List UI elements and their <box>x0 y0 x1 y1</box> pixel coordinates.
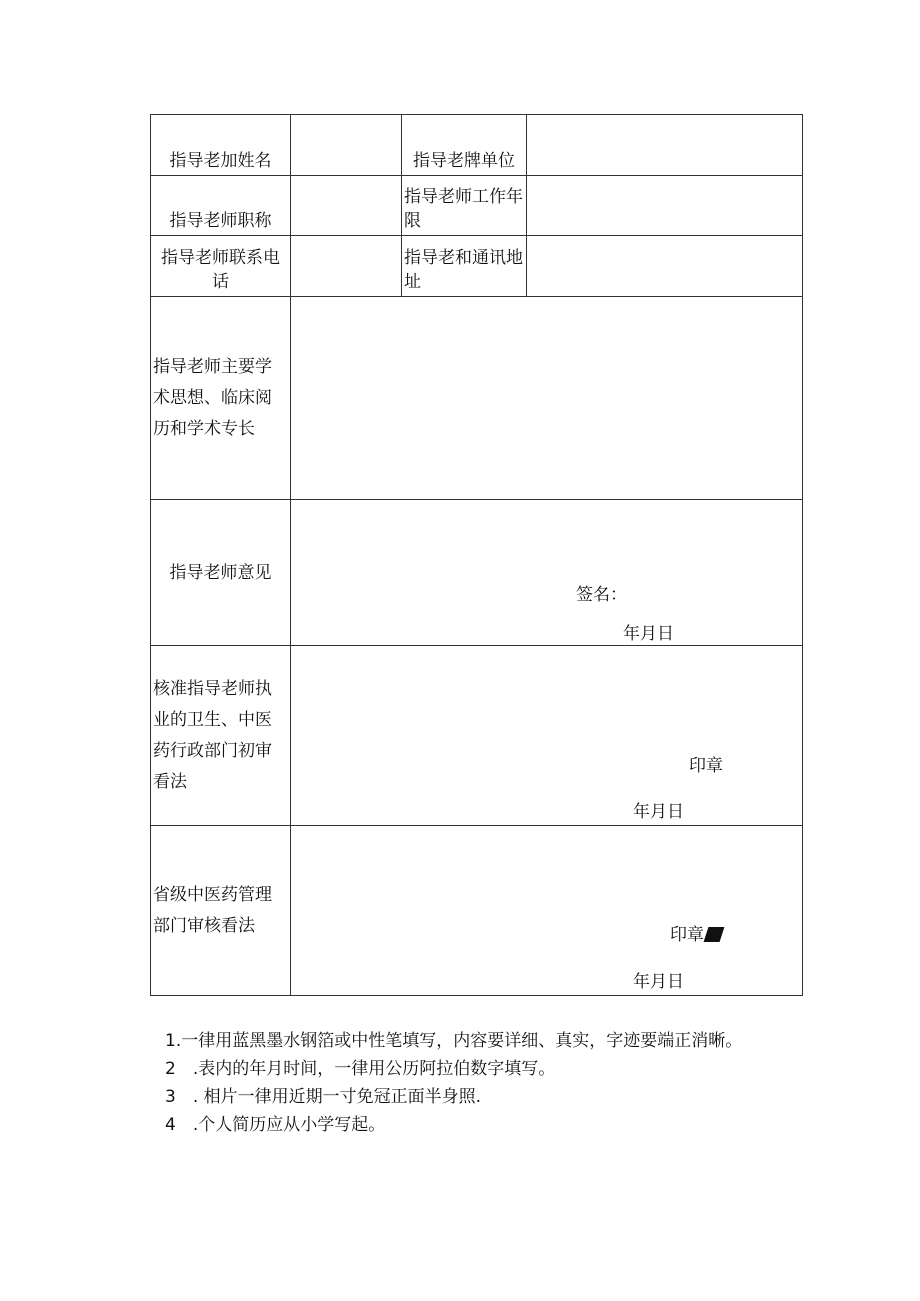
teacher-opinion-field[interactable] <box>291 500 803 646</box>
note-item-4: 4 .个人简历应从小学写起。 <box>165 1115 386 1135</box>
local-review-label-cell <box>151 646 291 826</box>
provincial-seal <box>670 923 722 947</box>
teacher-name-label: 指导老加姓名 <box>169 151 272 171</box>
teacher-title-field[interactable] <box>291 176 402 236</box>
teacher-unit-label: 指导老牌单位 <box>413 151 515 171</box>
teacher-address-label: 指导老和通讯地址 <box>404 248 523 292</box>
application-form-table <box>150 114 803 996</box>
teacher-name-field[interactable] <box>291 115 402 176</box>
form-row-name <box>151 115 803 176</box>
expertise-label-cell <box>151 297 291 500</box>
teacher-years-label-cell <box>402 176 527 236</box>
teacher-opinion-label-cell <box>151 500 291 646</box>
signature-label: 签名： <box>576 585 627 605</box>
expertise-field[interactable] <box>291 297 803 500</box>
teacher-opinion-label: 指导老师意见 <box>169 562 272 583</box>
teacher-address-label-cell <box>402 236 527 297</box>
form-row-contact <box>151 236 803 297</box>
teacher-opinion-date-label: 年月日 <box>623 624 674 644</box>
seal-mark-icon <box>704 927 725 942</box>
teacher-years-field[interactable] <box>527 176 803 236</box>
teacher-phone-label-cell <box>151 236 291 297</box>
teacher-years-label: 指导老师工作年限 <box>404 187 523 231</box>
local-seal-label: 印章 <box>689 756 723 776</box>
local-review-date-label: 年月日 <box>633 802 684 822</box>
teacher-phone-field[interactable] <box>291 236 402 297</box>
provincial-review-label: 省级中医药管理部门审核看法 <box>153 884 272 936</box>
teacher-unit-field[interactable] <box>527 115 803 176</box>
teacher-name-label-cell <box>151 115 291 176</box>
local-review-field[interactable] <box>291 646 803 826</box>
provincial-seal-label: 印章 <box>670 925 704 945</box>
expertise-label: 指导老师主要学术思想、临床阅历和学术专长 <box>153 356 272 439</box>
form-row-local-review <box>151 646 803 826</box>
provincial-review-field[interactable] <box>291 826 803 996</box>
note-item-2: 2 .表内的年月时间，一律用公历阿拉伯数字填写。 <box>165 1059 556 1079</box>
form-row-title <box>151 176 803 236</box>
teacher-title-label: 指导老师职称 <box>169 211 272 231</box>
teacher-address-field[interactable] <box>527 236 803 297</box>
form-row-provincial-review <box>151 826 803 996</box>
note-item-3: 3 . 相片一律用近期一寸免冠正面半身照. <box>165 1087 482 1107</box>
provincial-review-label-cell <box>151 826 291 996</box>
local-review-label: 核准指导老师执业的卫生、中医药行政部门初审看法 <box>153 678 272 792</box>
note-item-1: 1.一律用蓝黑墨水钢箔或中性笔填写，内容要详细、真实，字迹要端正消晰。 <box>165 1031 743 1051</box>
teacher-unit-label-cell <box>402 115 527 176</box>
provincial-review-date-label: 年月日 <box>633 972 684 992</box>
filling-notes <box>165 1027 885 1139</box>
teacher-title-label-cell <box>151 176 291 236</box>
form-row-teacher-opinion <box>151 500 803 646</box>
teacher-phone-label: 指导老师联系电话 <box>161 248 280 292</box>
form-row-expertise <box>151 297 803 500</box>
